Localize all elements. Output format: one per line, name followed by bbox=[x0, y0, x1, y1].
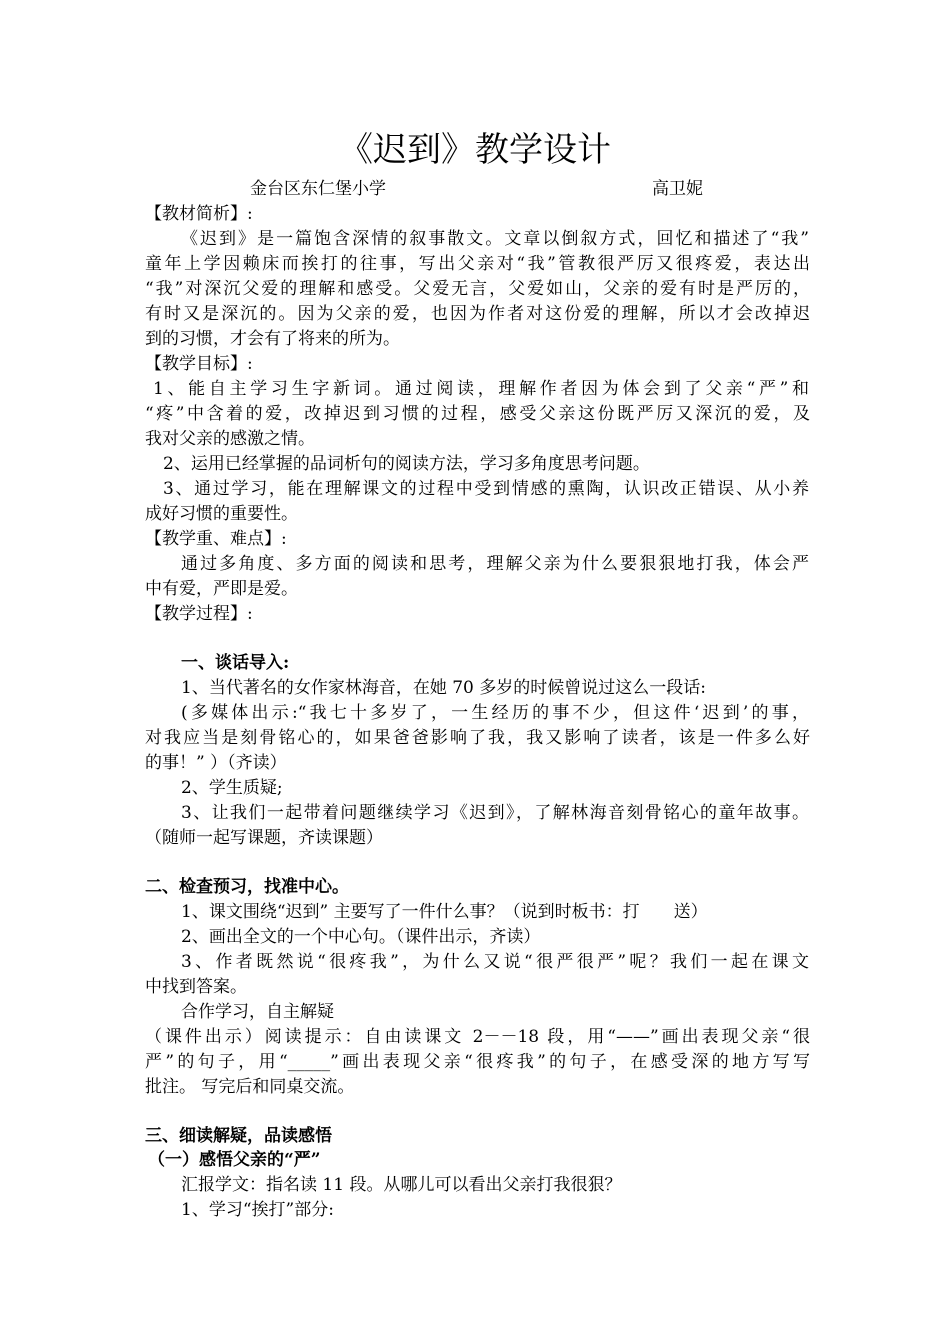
paragraph-line: 1、当代著名的女作家林海音，在她 70 多岁的时候曾说过这么一段话: bbox=[181, 678, 706, 698]
section-heading-textbook-analysis: 【教材简析】: bbox=[145, 204, 253, 224]
paragraph-line: 合作学习，自主解疑 bbox=[181, 1002, 334, 1022]
paragraph-line: 汇报学文：指名读 11 段。从哪儿可以看出父亲打我很狠？ bbox=[181, 1175, 622, 1195]
paragraph-line: “疼”中含着的爱，改掉迟到习惯的过程，感受父亲这份既严厉又深沉的爱，及 bbox=[145, 404, 810, 424]
paragraph-line: 严”的句子，用“_____”画出表现父亲“很疼我”的句子，在感受深的地方写写 bbox=[145, 1052, 810, 1072]
paragraph-line: 1、能自主学习生字新词。通过阅读，理解作者因为体会到了父亲“严”和 bbox=[153, 379, 809, 399]
paragraph-line: 有时又是深沉的。因为父亲的爱，也因为作者对这份爱的理解，所以才会改掉迟 bbox=[145, 304, 810, 324]
paragraph-line: （随师一起写课题，齐读课题） bbox=[145, 828, 383, 848]
document-title: 《迟到》教学设计 bbox=[339, 130, 611, 170]
paragraph-line: （课件出示）阅读提示：自由读课文 2－－18 段，用“——”画出表现父亲“很 bbox=[145, 1027, 810, 1047]
paragraph-line: 到的习惯，才会有了将来的所为。 bbox=[145, 329, 400, 349]
paragraph-line: 1、课文围绕“迟到” 主要写了一件什么事？（说到时板书：打 送） bbox=[181, 902, 708, 922]
paragraph-line: 1、学习“挨打”部分: bbox=[181, 1200, 334, 1220]
section-heading-key-points: 【教学重、难点】: bbox=[145, 529, 287, 549]
subsection-heading-father-strict: （一）感悟父亲的“严” bbox=[148, 1150, 321, 1170]
paragraph-line: “我”对深沉父爱的理解和感受。父爱无言，父爱如山，父亲的爱有时是严厉的， bbox=[145, 279, 810, 299]
subsection-heading-close-reading: 三、细读解疑，品读感悟 bbox=[145, 1126, 332, 1146]
paragraph-line: 中找到答案。 bbox=[145, 977, 247, 997]
paragraph-line: (多媒体出示:“我七十多岁了，一生经历的事不少，但这件‘迟到’的事， bbox=[181, 703, 809, 723]
paragraph-line: 3、让我们一起带着问题继续学习《迟到》，了解林海音刻骨铭心的童年故事。 bbox=[181, 803, 809, 823]
subsection-heading-preview: 二、检查预习，找准中心。 bbox=[145, 877, 349, 897]
paragraph-line: 成好习惯的重要性。 bbox=[145, 504, 298, 524]
paragraph-line: 童年上学因赖床而挨打的往事，写出父亲对“我”管教很严厉又很疼爱，表达出 bbox=[145, 254, 810, 274]
section-heading-teaching-goals: 【教学目标】: bbox=[145, 354, 253, 374]
author-name: 高卫妮 bbox=[652, 179, 703, 199]
school-name: 金台区东仁堡小学 bbox=[250, 179, 386, 199]
paragraph-line: 3、通过学习，能在理解课文的过程中受到情感的熏陶，认识改正错误、从小养 bbox=[163, 479, 809, 499]
paragraph-line: 批注。 写完后和同桌交流。 bbox=[145, 1077, 355, 1097]
paragraph-line: 对我应当是刻骨铭心的，如果爸爸影响了我，我又影响了读者，该是一件多么好 bbox=[145, 728, 810, 748]
paragraph-line: 2、运用已经掌握的品词析句的阅读方法，学习多角度思考问题。 bbox=[163, 454, 650, 474]
paragraph-line: 《迟到》是一篇饱含深情的叙事散文。文章以倒叙方式，回忆和描述了“我” bbox=[181, 229, 809, 249]
paragraph-line: 通过多角度、多方面的阅读和思考，理解父亲为什么要狠狠地打我，体会严 bbox=[181, 554, 809, 574]
paragraph-line: 的事！” ）（齐读） bbox=[145, 753, 287, 773]
subsection-heading-intro: 一、谈话导入: bbox=[181, 653, 290, 673]
paragraph-line: 2、学生质疑; bbox=[181, 778, 283, 798]
paragraph-line: 3、作者既然说“很疼我”，为什么又说“很严很严”呢？我们一起在课文 bbox=[181, 952, 809, 972]
paragraph-line: 我对父亲的感激之情。 bbox=[145, 429, 315, 449]
paragraph-line: 2、画出全文的一个中心句。（课件出示，齐读） bbox=[181, 927, 541, 947]
section-heading-teaching-process: 【教学过程】: bbox=[145, 604, 253, 624]
paragraph-line: 中有爱，严即是爱。 bbox=[145, 579, 298, 599]
